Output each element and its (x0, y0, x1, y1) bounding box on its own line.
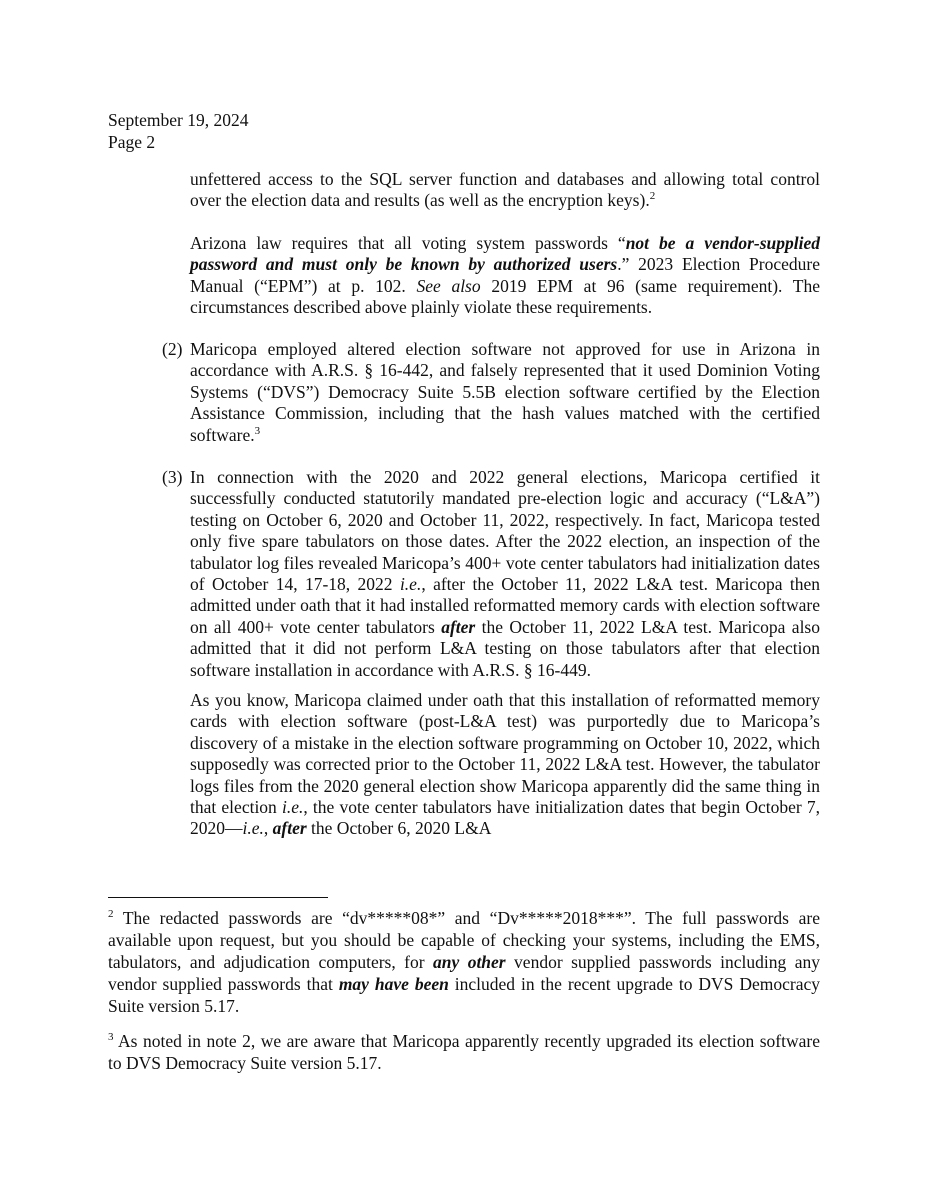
footnote-number: 2 (108, 908, 114, 920)
footnote-ref-3: 3 (254, 424, 261, 437)
footnote-2: $^2$ The redacted passwords are “dv*****08*” and “Dv*****2018***”. The full passwords are available upon request, but you should be capable of checking your systems, including the EMS, tabulators, and adjudication computers, for any other vendor supplied passwords including any vendor supplied passwords that may have been included in the recent upgrade to DVS Democracy Suite version 5.17. (108, 908, 820, 1016)
list-item-text: In connection with the 2020 and 2022 general elections, Maricopa certified it successfully conducted statutorily mandated pre-election logic and accuracy (“L&A”) testing on October 6, 2020 and October 11, 2022, respectively. In fact, Maricopa tested only five spare tabulators on those dates. After the 2022 election, an inspection of the tabulator log files revealed Maricopa’s 400+ vote center tabulators had initialization dates of October 14, 17-18, 2022 i.e., after the October 11, 2022 L&A test. Maricopa then admitted under oath that it had installed reformatted memory cards with election software on all 400+ vote center tabulators after the October 11, 2022 L&A test. Maricopa also admitted that it did not perform L&A testing on those tabulators after that election software installation in accordance with A.R.S. § 16-449. (190, 467, 820, 680)
letter-header (108, 109, 248, 153)
quoted-requirement: not be a vendor-supplied password and must only be known by authorized users (190, 233, 820, 275)
footnote-number: 3 (108, 1031, 114, 1043)
list-item-2 (162, 339, 820, 446)
paragraph-arizona-law: Arizona law requires that all voting system passwords “not be a vendor-supplied password and must only be known by authorized users.” 2023 Election Procedure Manual (“EPM”) at p. 102. See also 2019 EPM at 96 (same requirement). The circumstances described above plainly violate these requirements. (190, 233, 820, 318)
footnote-ref-2: 2 (649, 190, 656, 203)
list-item-number: (2) (162, 339, 183, 359)
paragraph-as-you-know: As you know, Maricopa claimed under oath that this installation of reformatted memory cards with election software (post-L&A test) was purportedly due to Maricopa’s discovery of a mistake in the election software programming on October 10, 2022, which supposedly was corrected prior to the October 11, 2022 L&A test. However, the tabulator logs files from the 2020 general election show Maricopa apparently did the same thing in that election i.e., the vote center tabulators have initialization dates that begin October 7, 2020—i.e., after the October 6, 2020 L&A (190, 690, 820, 839)
list-item-text: Maricopa employed altered election software not approved for use in Arizona in accordance with A.R.S. § 16-442, and falsely represented that it used Dominion Voting Systems (“DVS”) Democracy Suite 5.5B election software certified by the Election Assistance Commission, including that the hash values matched with the certified software.$^3$ (190, 339, 820, 445)
footnote-3: $^3$ As noted in note 2, we are aware that Maricopa apparently recently upgraded its election software to DVS Democracy Suite version 5.17. (108, 1031, 820, 1073)
footnote-divider (108, 897, 328, 898)
list-item-number: (3) (162, 467, 183, 487)
letter-date: September 19, 2024 (108, 110, 249, 130)
paragraph-text: unfettered access to the SQL server function and databases and allowing total control over the election data and results (as well as the encryption keys). (190, 169, 820, 211)
list-item-3 (162, 467, 820, 681)
page-number: Page 2 (108, 132, 156, 152)
paragraph-access (190, 169, 820, 212)
